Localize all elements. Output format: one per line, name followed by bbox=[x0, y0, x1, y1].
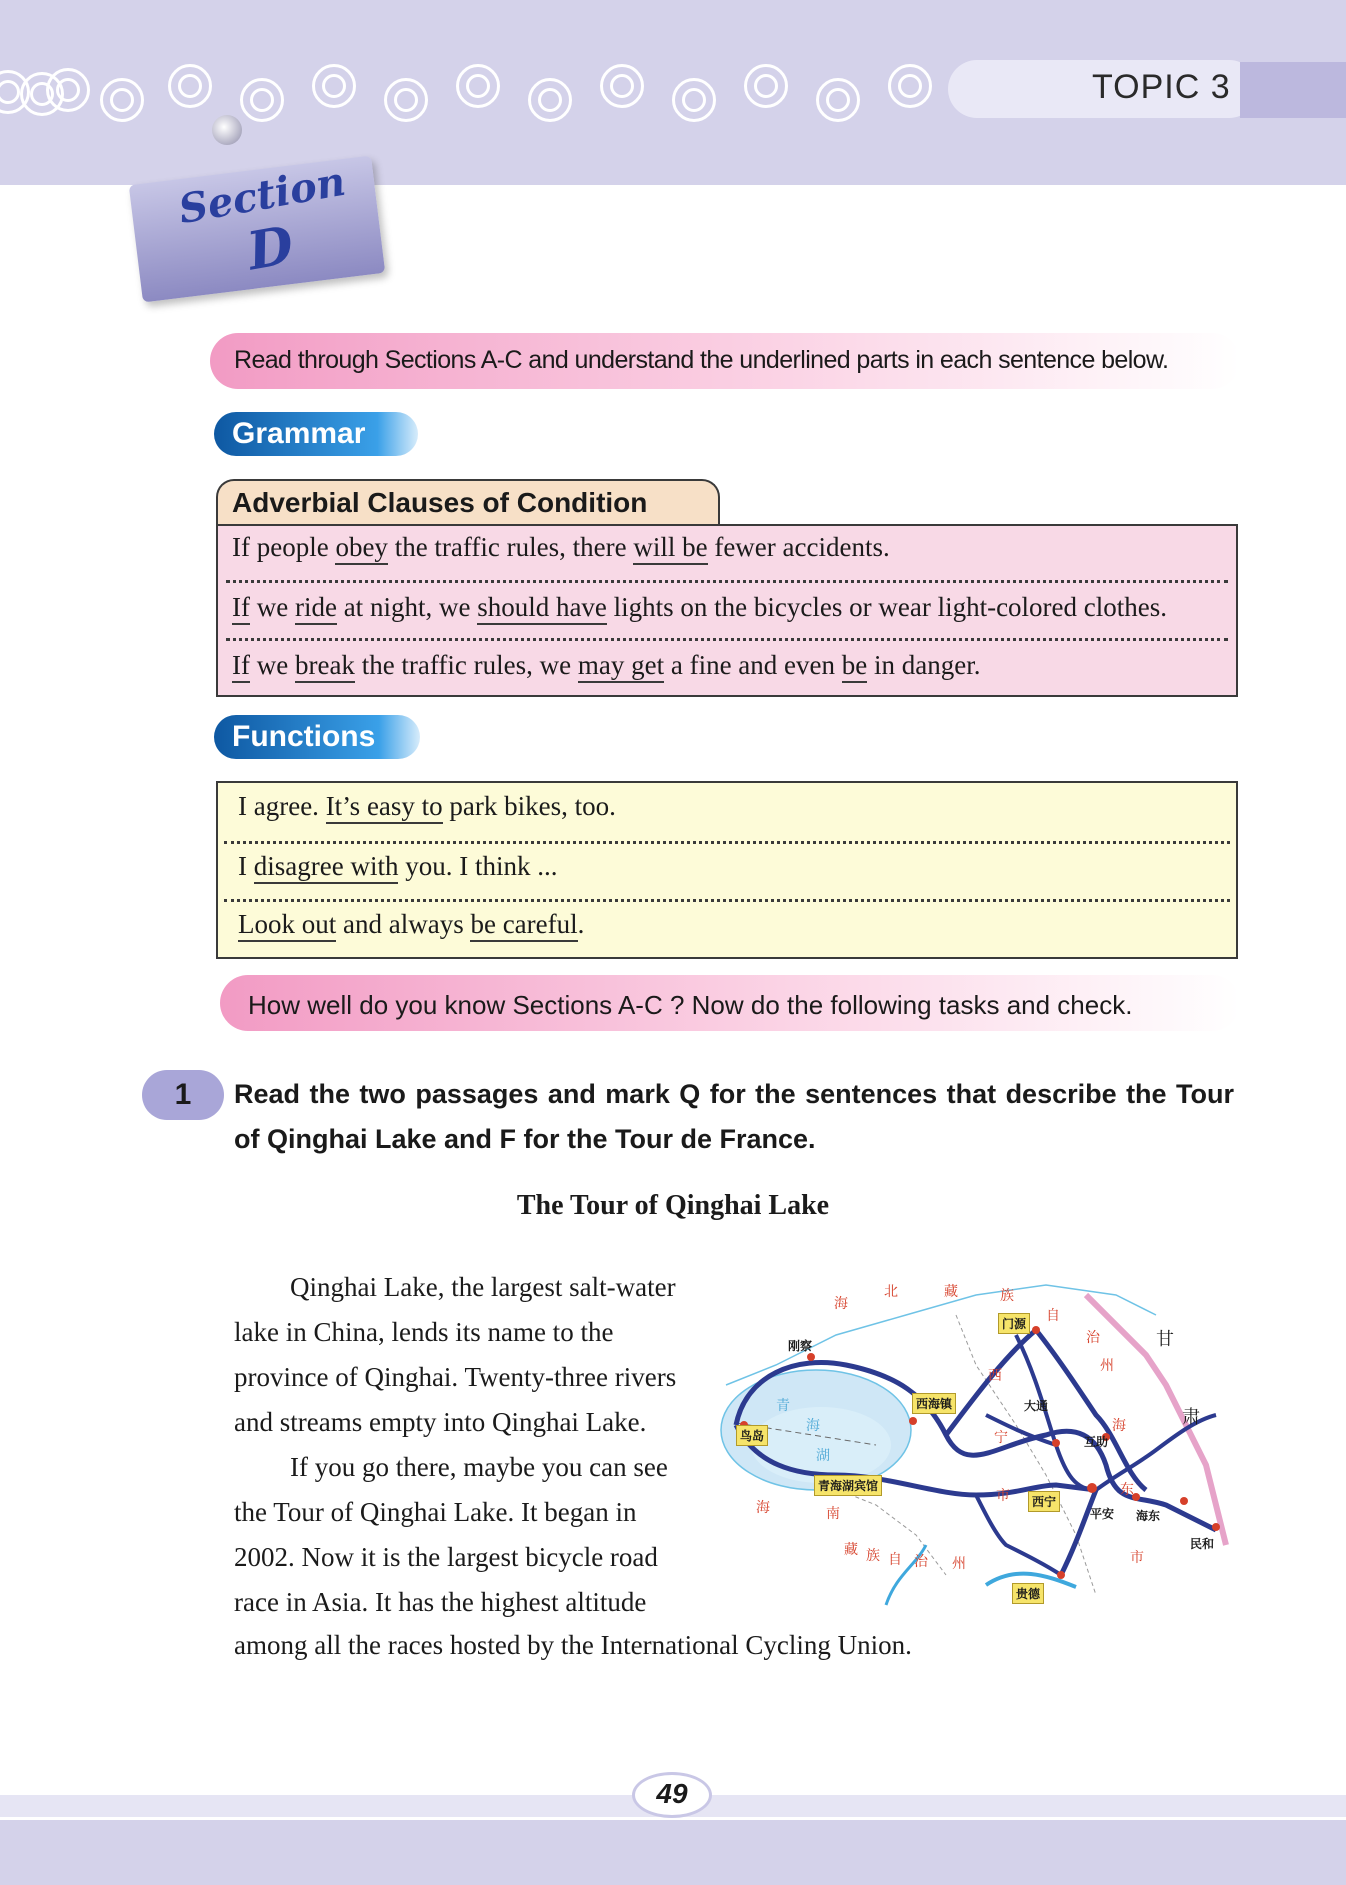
paragraph-line: province of Qinghai. Twenty-three rivers bbox=[234, 1362, 677, 1392]
dotted-divider bbox=[224, 841, 1230, 844]
functions-tag: Functions bbox=[214, 715, 420, 759]
task-instruction: Read the two passages and mark Q for the sentences that describe the Tour of Qinghai Lake and F for the Tour de France. bbox=[234, 1079, 1234, 1154]
dotted-divider bbox=[224, 899, 1230, 902]
map-label-menyuan: 门源 bbox=[998, 1313, 1030, 1334]
map-region-char: 自 bbox=[888, 1552, 902, 1568]
map-label-huzhu: 互助 bbox=[1084, 1435, 1109, 1449]
map-label-gangcha: 刚察 bbox=[788, 1339, 813, 1353]
grammar-tag: Grammar bbox=[214, 412, 418, 456]
map-lake-char: 湖 bbox=[816, 1448, 830, 1464]
paragraph-line: If you go there, maybe you can see bbox=[290, 1452, 668, 1482]
map-label-guide: 贵德 bbox=[1012, 1583, 1044, 1604]
map-region-char: 海 bbox=[1112, 1418, 1126, 1434]
footer-band bbox=[0, 1820, 1346, 1885]
map-region-char: 州 bbox=[952, 1556, 966, 1572]
dotted-divider bbox=[226, 580, 1228, 583]
paragraph-line: Qinghai Lake, the largest salt-water bbox=[290, 1272, 676, 1302]
map-label-datong: 大通 bbox=[1024, 1399, 1049, 1413]
check-banner-text: How well do you know Sections A-C ? Now do the following tasks and check. bbox=[248, 990, 1133, 1020]
map-lake-char: 海 bbox=[806, 1418, 820, 1434]
topic-label: TOPIC 3 bbox=[1092, 68, 1231, 106]
function-line-3: Look out and always be careful. bbox=[238, 909, 584, 940]
section-letter: D bbox=[243, 214, 299, 283]
topic-tab-decoration bbox=[1240, 62, 1346, 118]
intro-banner-text: Read through Sections A-C and understand the underlined parts in each sentence below. bbox=[234, 346, 1169, 374]
map-region-char: 藏 bbox=[844, 1542, 858, 1558]
pin-icon bbox=[212, 115, 242, 145]
map-region-char: 东 bbox=[1120, 1482, 1134, 1498]
map-region-char: 市 bbox=[1130, 1550, 1144, 1566]
map-label-su: 肃 bbox=[1182, 1407, 1200, 1428]
map-region-char: 治 bbox=[914, 1554, 928, 1570]
dotted-divider bbox=[226, 638, 1228, 641]
map-region-char: 海 bbox=[834, 1296, 848, 1312]
grammar-sentence-3: If we break the traffic rules, we may get a fine and even be in danger. bbox=[232, 650, 980, 681]
paragraph-line: the Tour of Qinghai Lake. It began in bbox=[234, 1497, 637, 1527]
map-region-char: 自 bbox=[1046, 1308, 1060, 1324]
map-lake-char: 青 bbox=[776, 1398, 790, 1414]
paragraph-line: lake in China, lends its name to the bbox=[234, 1317, 614, 1347]
map-label-gan: 甘 bbox=[1156, 1329, 1174, 1350]
map-region-char: 州 bbox=[1100, 1358, 1114, 1374]
map-region-char: 西 bbox=[988, 1368, 1002, 1384]
spiral-rings-decoration bbox=[0, 58, 960, 128]
map-region-char: 市 bbox=[996, 1488, 1010, 1504]
map-region-char: 族 bbox=[866, 1548, 880, 1564]
grammar-sentence-1: If people obey the traffic rules, there will be fewer accidents. bbox=[232, 532, 890, 563]
passage-title: The Tour of Qinghai Lake bbox=[516, 1190, 830, 1221]
function-line-2: I disagree with you. I think ... bbox=[238, 851, 557, 882]
map-label-minhe: 民和 bbox=[1190, 1537, 1215, 1551]
map-label-niaodao: 鸟岛 bbox=[736, 1425, 768, 1446]
map-label-haidong: 海东 bbox=[1136, 1509, 1161, 1523]
grammar-sentence-2: If we ride at night, we should have lights on the bicycles or wear light-colored clothes. bbox=[232, 592, 1167, 623]
functions-box bbox=[216, 781, 1238, 959]
page-number: 49 bbox=[656, 1778, 688, 1809]
grammar-box-title: Adverbial Clauses of Condition bbox=[216, 479, 720, 525]
map-label-hotel: 青海湖宾馆 bbox=[814, 1475, 882, 1496]
function-line-1: I agree. It’s easy to park bikes, too. bbox=[238, 791, 616, 822]
paragraph-line: 2002. Now it is the largest bicycle road bbox=[234, 1542, 658, 1572]
qinghai-route-map bbox=[716, 1275, 1238, 1615]
paragraph-line: and streams empty into Qinghai Lake. bbox=[234, 1407, 647, 1437]
passage-paragraph-1 bbox=[234, 1265, 702, 1445]
grammar-box bbox=[216, 524, 1238, 697]
map-label-xining: 西宁 bbox=[1028, 1491, 1060, 1512]
map-region-char: 北 bbox=[884, 1284, 898, 1300]
map-region-char: 藏 bbox=[944, 1284, 958, 1300]
passage-last-line: among all the races hosted by the International Cycling Union. bbox=[234, 1630, 912, 1660]
map-region-char: 南 bbox=[826, 1506, 840, 1522]
map-label-pingan: 平安 bbox=[1090, 1507, 1115, 1521]
map-region-char: 治 bbox=[1086, 1330, 1100, 1346]
passage-paragraph-2 bbox=[234, 1445, 702, 1625]
section-word: Section bbox=[175, 157, 349, 234]
task-number-badge: 1 bbox=[142, 1070, 224, 1120]
map-region-char: 海 bbox=[756, 1500, 770, 1516]
map-region-char: 宁 bbox=[994, 1430, 1008, 1446]
map-label-xihaizhen: 西海镇 bbox=[912, 1393, 956, 1414]
map-region-char: 族 bbox=[1000, 1288, 1014, 1304]
paragraph-line: race in Asia. It has the highest altitude bbox=[234, 1587, 647, 1617]
